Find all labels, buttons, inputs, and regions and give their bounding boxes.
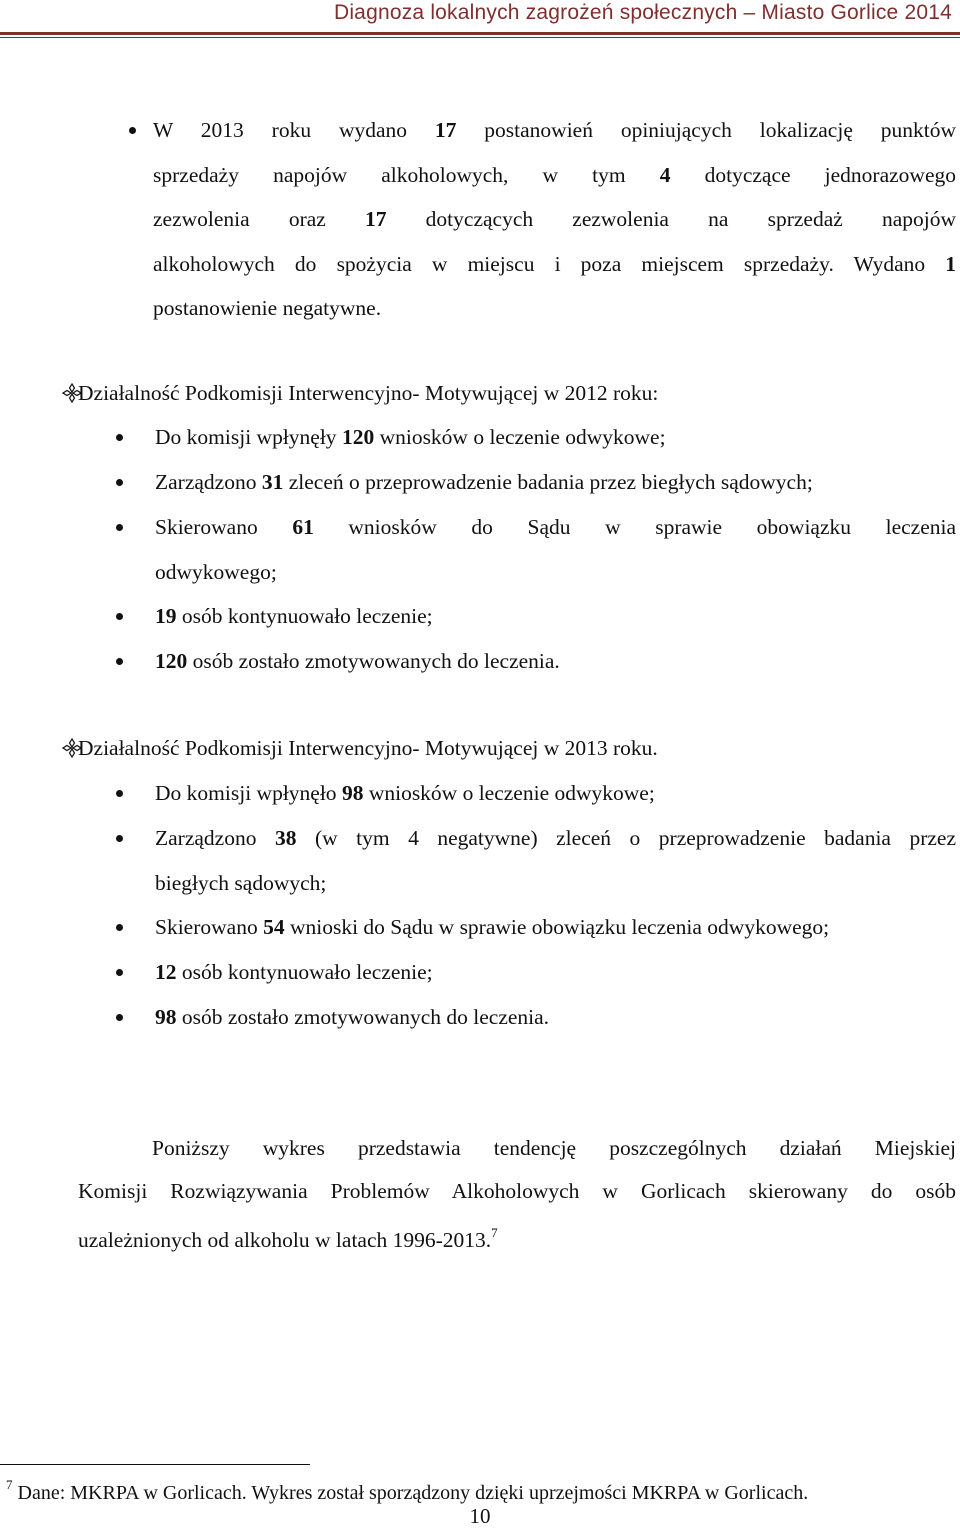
bullet-icon [129,127,136,134]
intro-line: sprzedaży napojów alkoholowych, w tym 4 dotyczące jednorazowego [153,162,956,187]
intro-line: alkoholowych do spożycia w miejscu i poza miejscem sprzedaży. Wydano 1 [153,251,956,276]
paragraph-line: Komisji Rozwiązywania Problemów Alkoholowych w Gorlicach skierowany do osób [78,1179,956,1203]
footnote-reference[interactable]: 7 [491,1225,498,1240]
section-2013-heading-text: Działalność Podkomisji Interwencyjno- Motywującej w 2013 roku. [78,736,658,760]
bullet-icon [116,613,123,620]
bullet-icon [116,790,123,797]
running-header [0,0,960,26]
page-number: 10 [469,1504,491,1528]
bullet-icon [116,524,123,531]
intro-line: W 2013 roku wydano 17 postanowień opiniujących lokalizację punktów [153,118,956,142]
bullet-icon [116,969,123,976]
bullet-icon [116,479,123,486]
intro-bullet-text [153,108,956,331]
paragraph-line: uzależnionych od alkoholu w latach 1996-2013.$^7$ [78,1225,498,1253]
bullet-icon [116,835,123,842]
chart-intro-paragraph [78,1127,956,1262]
bullet-icon [116,1014,123,1021]
footnote-text: Dane: MKRPA w Gorlicach. Wykres został sporządzony dzięki uprzejmości MKRPA w Gorlicach. [12,1481,809,1504]
intro-line: postanowienie negatywne. [153,296,382,320]
bullet-icon [116,658,123,665]
list-item: Zarządzono 38 (w tym 4 negatywne) zleceń o przeprowadzenie badania przez biegłych sądowych; [113,816,956,905]
header-rule-thin [0,37,960,38]
list-item: Skierowano 61 wniosków do Sądu w sprawie obowiązku leczenia odwykowego; [113,505,956,594]
intro-line: zezwolenia oraz 17 dotyczących zezwolenia na sprzedaż napojów [153,207,956,231]
section-2012-heading-text: Działalność Podkomisji Interwencyjno- Motywującej w 2012 roku: [78,381,659,405]
footnote-number: 7 [6,1477,13,1492]
footnote [0,1474,960,1506]
paragraph-line: Poniższy wykres przedstawia tendencję poszczególnych działań Miejskiej [152,1136,956,1160]
footnote-separator [0,1464,310,1465]
header-title: Diagnoza lokalnych zagrożeń społecznych – Miasto Gorlice 2014 [333,1,952,24]
bullet-icon [116,434,123,441]
intro-bullet [120,108,956,330]
bullet-icon [116,924,123,931]
header-rule [0,32,960,35]
